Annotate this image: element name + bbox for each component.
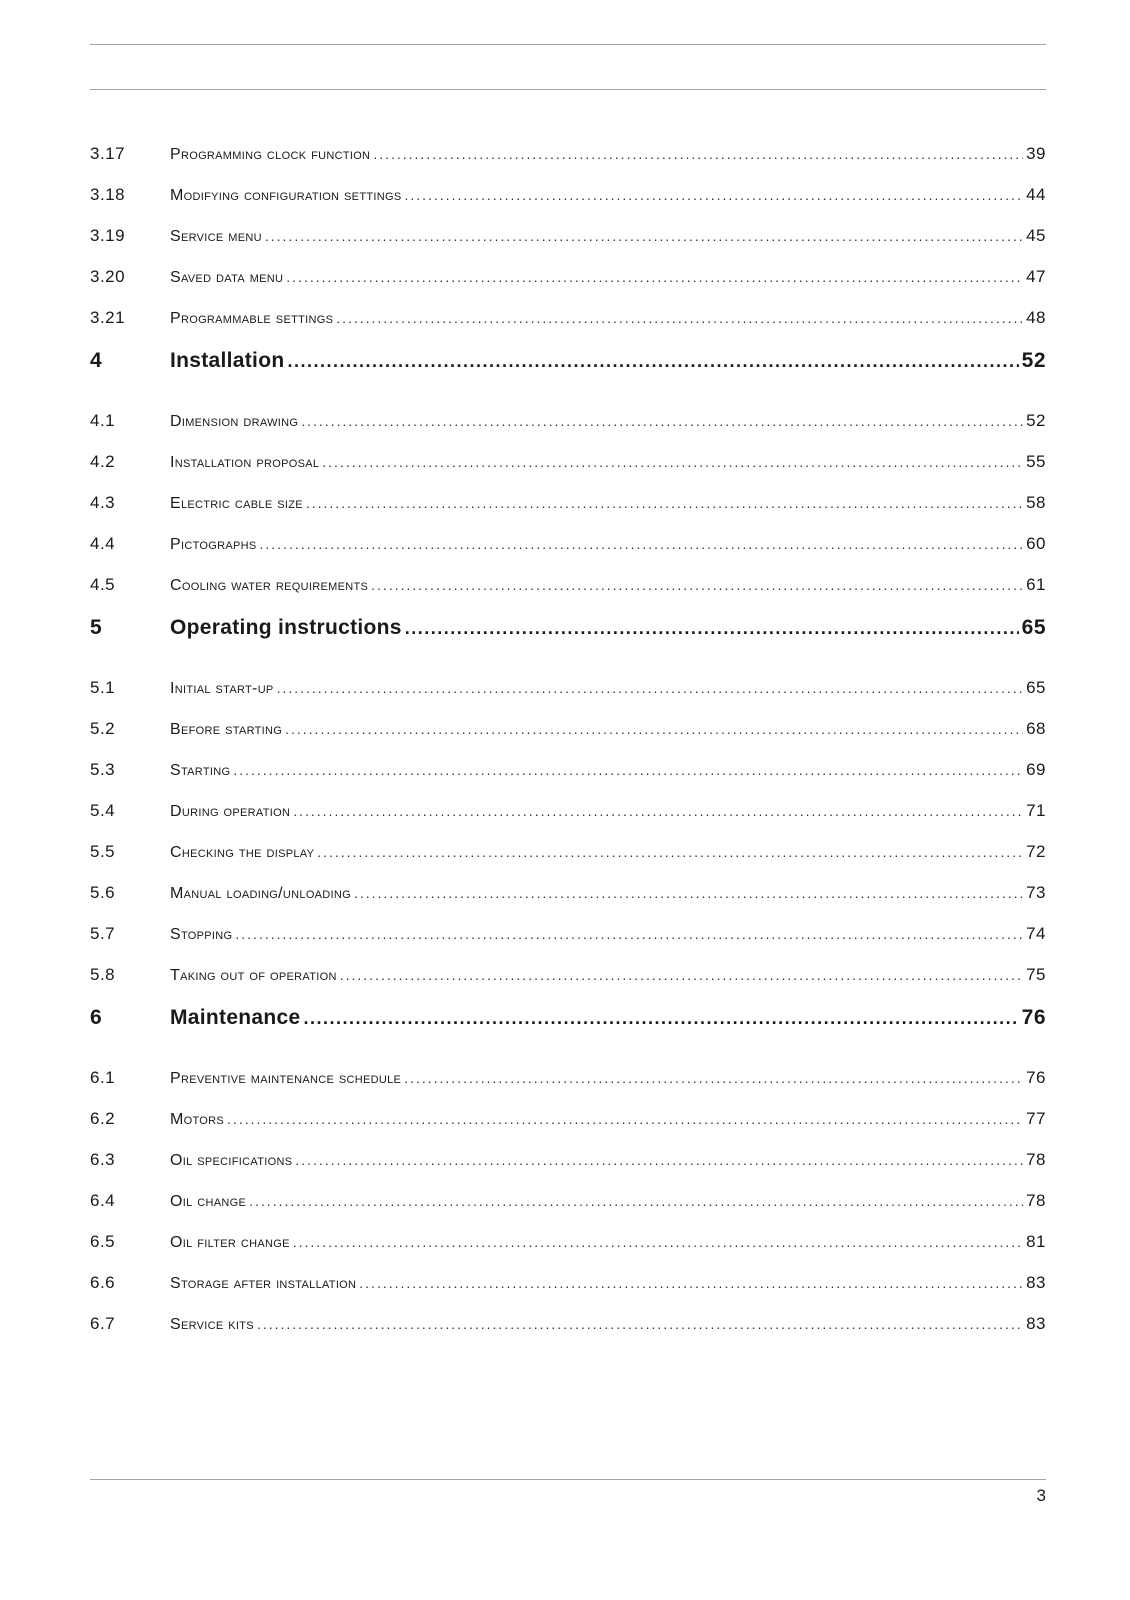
toc-entry-page: 39 xyxy=(1026,144,1046,163)
toc-entry-number: 3.18 xyxy=(90,185,126,204)
toc-entry-page: 69 xyxy=(1026,760,1046,779)
toc-entry-number: 4.5 xyxy=(90,575,116,594)
toc-entry-title: Dimension drawing xyxy=(170,413,299,430)
toc-entry-page: 72 xyxy=(1026,842,1046,861)
toc-section-entry[interactable] xyxy=(90,719,1046,760)
toc-section-entry[interactable] xyxy=(90,1109,1046,1150)
toc-section-entry[interactable] xyxy=(90,883,1046,924)
toc-entry-page: 52 xyxy=(1021,349,1046,372)
toc-entry-title: Installation proposal xyxy=(170,454,320,471)
toc-leader-dots xyxy=(287,351,1018,372)
toc-entry-title: Saved data menu xyxy=(170,269,284,286)
toc-entry-number: 3.19 xyxy=(90,226,126,245)
toc-leader-dots xyxy=(359,1275,1023,1291)
toc-leader-dots xyxy=(404,187,1023,203)
toc-entry-page: 77 xyxy=(1026,1109,1046,1128)
toc-entry-number: 4.3 xyxy=(90,493,116,512)
toc-entry-title: Initial start-up xyxy=(170,680,274,697)
toc-entry-number: 5.6 xyxy=(90,883,116,902)
toc-entry-page: 81 xyxy=(1026,1232,1046,1251)
toc-entry-number: 4.2 xyxy=(90,452,116,471)
toc-section-entry[interactable] xyxy=(90,1232,1046,1273)
toc-entry-number: 3.20 xyxy=(90,267,126,286)
toc-leader-dots xyxy=(285,721,1023,737)
toc-entry-page: 58 xyxy=(1026,493,1046,512)
toc-entry-title: Electric cable size xyxy=(170,495,303,512)
toc-entry-number: 5.8 xyxy=(90,965,116,984)
toc-leader-dots xyxy=(249,1193,1023,1209)
toc-leader-dots xyxy=(405,618,1019,639)
toc-leader-dots xyxy=(322,454,1023,470)
toc-leader-dots xyxy=(354,885,1023,901)
toc-section-entry[interactable] xyxy=(90,226,1046,267)
toc-entry-number: 3.21 xyxy=(90,308,126,327)
toc-section-entry[interactable] xyxy=(90,1068,1046,1109)
toc-entry-number: 5.7 xyxy=(90,924,116,943)
toc-leader-dots xyxy=(286,269,1023,285)
toc-entry-page: 71 xyxy=(1026,801,1046,820)
toc-section-entry[interactable] xyxy=(90,452,1046,493)
toc-leader-dots xyxy=(340,967,1023,983)
toc-section-entry[interactable] xyxy=(90,965,1046,1006)
toc-entry-number: 5 xyxy=(90,616,103,639)
header-rule-top xyxy=(90,44,1046,45)
toc-leader-dots xyxy=(336,310,1023,326)
toc-section-entry[interactable] xyxy=(90,267,1046,308)
toc-leader-dots xyxy=(233,762,1023,778)
toc-entry-page: 44 xyxy=(1026,185,1046,204)
toc-entry-title: During operation xyxy=(170,803,291,820)
toc-section-entry[interactable] xyxy=(90,493,1046,534)
toc-entry-page: 55 xyxy=(1026,452,1046,471)
toc-entry-page: 76 xyxy=(1026,1068,1046,1087)
toc-chapter-entry[interactable] xyxy=(90,1006,1046,1047)
toc-entry-page: 78 xyxy=(1026,1150,1046,1169)
toc-leader-dots xyxy=(306,495,1023,511)
toc-section-entry[interactable] xyxy=(90,1314,1046,1355)
toc-section-entry[interactable] xyxy=(90,534,1046,575)
toc-entry-title: Service menu xyxy=(170,228,262,245)
toc-leader-dots xyxy=(227,1111,1023,1127)
toc-leader-dots xyxy=(293,1234,1023,1250)
page-number: 3 xyxy=(1036,1486,1046,1505)
toc-entry-title: Before starting xyxy=(170,721,283,738)
toc-chapter-entry[interactable] xyxy=(90,349,1046,390)
toc-entry-page: 47 xyxy=(1026,267,1046,286)
toc-entry-title: Oil change xyxy=(170,1193,247,1210)
toc-entry-title: Motors xyxy=(170,1111,225,1128)
toc-entry-title: Pictographs xyxy=(170,536,257,553)
toc-entry-title: Programming clock function xyxy=(170,146,371,163)
toc-entry-page: 45 xyxy=(1026,226,1046,245)
toc-section-entry[interactable] xyxy=(90,575,1046,616)
toc-section-entry[interactable] xyxy=(90,1273,1046,1314)
toc-entry-number: 6.1 xyxy=(90,1068,116,1087)
toc-entry-number: 5.1 xyxy=(90,678,116,697)
toc-section-entry[interactable] xyxy=(90,678,1046,719)
toc-section-entry[interactable] xyxy=(90,308,1046,349)
toc-entry-title: Installation xyxy=(170,349,285,372)
toc-entry-number: 4.4 xyxy=(90,534,116,553)
toc-leader-dots xyxy=(373,146,1023,162)
toc-entry-page: 83 xyxy=(1026,1273,1046,1292)
toc-leader-dots xyxy=(295,1152,1023,1168)
toc-entry-page: 61 xyxy=(1026,575,1046,594)
toc-entry-title: Manual loading/unloading xyxy=(170,885,352,902)
toc-entry-title: Programmable settings xyxy=(170,310,334,327)
toc-entry-title: Stopping xyxy=(170,926,233,943)
toc-entry-number: 6 xyxy=(90,1006,103,1029)
toc-entry-title: Taking out of operation xyxy=(170,967,337,984)
toc-leader-dots xyxy=(293,803,1023,819)
toc-entry-number: 4.1 xyxy=(90,411,116,430)
toc-entry-number: 5.5 xyxy=(90,842,116,861)
toc-leader-dots xyxy=(301,413,1023,429)
toc-section-entry[interactable] xyxy=(90,1191,1046,1232)
toc-entry-number: 4 xyxy=(90,349,103,372)
toc-leader-dots xyxy=(260,536,1024,552)
toc-entry-number: 6.2 xyxy=(90,1109,116,1128)
toc-entry-title: Starting xyxy=(170,762,231,779)
toc-entry-page: 68 xyxy=(1026,719,1046,738)
toc-entry-page: 75 xyxy=(1026,965,1046,984)
toc-entry-page: 48 xyxy=(1026,308,1046,327)
toc-entry-number: 6.4 xyxy=(90,1191,116,1210)
toc-entry-title: Checking the display xyxy=(170,844,315,861)
toc-section-entry[interactable] xyxy=(90,924,1046,965)
toc-leader-dots xyxy=(304,1008,1019,1029)
toc-leader-dots xyxy=(235,926,1023,942)
toc-entry-number: 3.17 xyxy=(90,144,126,163)
toc-entry-title: Cooling water requirements xyxy=(170,577,369,594)
toc-entry-page: 74 xyxy=(1026,924,1046,943)
toc-entry-title: Oil specifications xyxy=(170,1152,293,1169)
toc-entry-page: 65 xyxy=(1026,678,1046,697)
toc-entry-number: 5.2 xyxy=(90,719,116,738)
toc-section-entry[interactable] xyxy=(90,144,1046,185)
toc-leader-dots xyxy=(371,577,1023,593)
toc-section-entry[interactable] xyxy=(90,1150,1046,1191)
toc-entry-title: Oil filter change xyxy=(170,1234,290,1251)
toc-leader-dots xyxy=(257,1316,1023,1332)
header-rule-bottom xyxy=(90,89,1046,90)
toc-entry-number: 6.5 xyxy=(90,1232,116,1251)
toc-entry-title: Service kits xyxy=(170,1316,254,1333)
toc-entry-page: 78 xyxy=(1026,1191,1046,1210)
toc-entry-page: 83 xyxy=(1026,1314,1046,1333)
toc-entry-title: Maintenance xyxy=(170,1006,301,1029)
toc-entry-title: Preventive maintenance schedule xyxy=(170,1070,402,1087)
toc-section-entry[interactable] xyxy=(90,842,1046,883)
table-of-contents xyxy=(90,144,1046,1355)
toc-entry-page: 76 xyxy=(1021,1006,1046,1029)
toc-entry-number: 6.3 xyxy=(90,1150,116,1169)
toc-chapter-entry[interactable] xyxy=(90,616,1046,657)
toc-entry-page: 52 xyxy=(1026,411,1046,430)
toc-entry-page: 65 xyxy=(1021,616,1046,639)
toc-entry-number: 5.3 xyxy=(90,760,116,779)
toc-leader-dots xyxy=(265,228,1023,244)
toc-entry-number: 6.6 xyxy=(90,1273,116,1292)
toc-section-entry[interactable] xyxy=(90,185,1046,226)
toc-entry-title: Operating instructions xyxy=(170,616,402,639)
toc-section-entry[interactable] xyxy=(90,801,1046,842)
toc-entry-page: 60 xyxy=(1026,534,1046,553)
toc-leader-dots xyxy=(277,680,1024,696)
toc-entry-title: Storage after installation xyxy=(170,1275,357,1292)
footer-rule xyxy=(90,1479,1046,1480)
toc-section-entry[interactable] xyxy=(90,411,1046,452)
toc-entry-page: 73 xyxy=(1026,883,1046,902)
toc-leader-dots xyxy=(317,844,1023,860)
toc-entry-title: Modifying configuration settings xyxy=(170,187,402,204)
toc-leader-dots xyxy=(404,1070,1023,1086)
toc-entry-number: 6.7 xyxy=(90,1314,116,1333)
toc-entry-number: 5.4 xyxy=(90,801,116,820)
toc-section-entry[interactable] xyxy=(90,760,1046,801)
